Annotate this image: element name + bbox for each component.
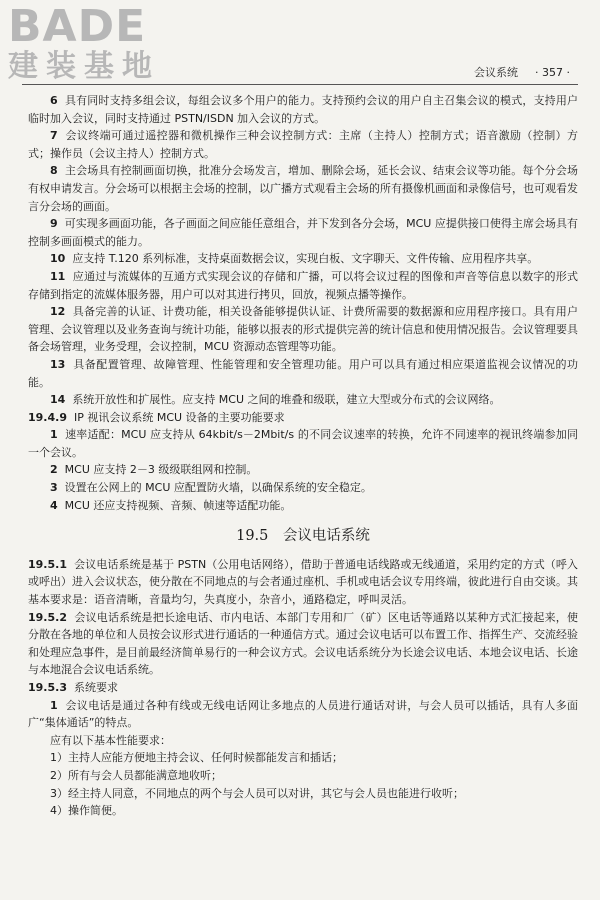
page-number: · 357 ·	[535, 66, 570, 79]
list-item: 8 主会场具有控制画面切换，批准分会场发言，增加、删除会场，延长会议、结束会议等功能。每个分会场有权申请发言。分会场可以根据主会场的控制，以广播方式观看主会场的所有摄像机画面和录像信号，也可观看发言分会场的画面。	[28, 164, 578, 213]
page-body	[28, 92, 578, 820]
list-item: 13 具备配置管理、故障管理、性能管理和安全管理功能。用户可以具有通过相应渠道监视会议情况的功能。	[28, 357, 579, 389]
list-item: 6 具有同时支持多组会议，每组会议多个用户的能力。支持预约会议的用户自主召集会议的模式，支持用户临时加入会议，同时支持通过 PSTN/ISDN 加入会议的方式。	[28, 94, 578, 125]
list-item: 7 会议终端可通过遥控器和微机操作三种会议控制方式：主席（主持人）控制方式；语音激励（控制）方式；操作员（会议主持人）控制方式。	[28, 129, 578, 160]
running-head	[474, 64, 570, 80]
logo-subtitle: 建装基地	[8, 49, 160, 84]
list-item: 11 应通过与流媒体的互通方式实现会议的存储和广播，可以将会议过程的图像和声音等信息以数字的形式存储到指定的流媒体服务器，用户可以对其进行拷贝，回放，视频点播等操作。	[28, 269, 579, 301]
subsection-heading: 19.4.9 IP 视讯会议系统 MCU 设备的主要功能要求	[28, 410, 285, 424]
list-item: 3）经主持人同意，不同地点的两个与会人员可以对讲，其它与会人员也能进行收听；	[50, 786, 464, 800]
list-item: 14 系统开放性和扩展性。应支持 MCU 之间的堆叠和级联，建立大型或分布式的会议网络。	[50, 393, 501, 407]
list-item: 4）操作简便。	[50, 804, 123, 818]
list-item: 4 MCU 还应支持视频、音频、帧速等适配功能。	[50, 498, 292, 512]
list-item: 1）主持人应能方便地主持会议、任何时候都能发言和插话；	[50, 751, 343, 765]
list-item: 2 MCU 应支持 2－3 级级联组网和控制。	[50, 463, 258, 477]
header-rule	[22, 84, 578, 85]
list-item: 1 速率适配：MCU 应支持从 64kbit/s－2Mbit/s 的不同会议速率的转换，允许不同速率的视讯终端参加同一个会议。	[28, 428, 578, 459]
paragraph: 19.5.1 会议电话系统是基于 PSTN（公用电话网络），借助于普通电话线路或无线通道，采用约定的方式（呼入或呼出）进入会议状态，使分散在不同地点的与会者通过座机、手机或电话会议专用终端，彼此进行自由交谈。其基本要求是：语音清晰，音量均匀，失真度小，杂音小，通路稳定，呼叫灵活。	[28, 557, 578, 607]
list-item: 1 会议电话是通过各种有线或无线电话网让多地点的人员进行通话对讲，与会人员可以插话，具有人多面广“集体通话”的特点。	[28, 698, 578, 730]
list-item: 2）所有与会人员都能满意地收听；	[50, 768, 222, 782]
list-item: 3 设置在公网上的 MCU 应配置防火墙，以确保系统的安全稳定。	[50, 481, 372, 495]
paragraph: 19.5.2 会议电话系统是把长途电话、市内电话、本部门专用和厂（矿）区电话等通路以某种方式汇接起来，使分散在各地的单位和人员按会议形式进行通话的一种通信方式。通过会议电话可以布置工作、指挥生产、交流经验和处理应急事件，是目前最经济简单易行的一种会议方式。会议电话系统分为长途会议电话、本地会议电话、长途与本地混合会议电话系统。	[28, 610, 578, 677]
section-title: 19.5 会议电话系统	[236, 528, 370, 545]
publisher-logo	[8, 1, 188, 84]
list-item: 9 可实现多画面功能，各子画面之间应能任意组合，并下发到各分会场，MCU 应提供接口使得主席会场具有控制多画面模式的能力。	[28, 217, 579, 248]
list-item: 10 应支持 T.120 系列标准，支持桌面数据会议，实现白板、文字聊天、文件传输、应用程序共享。	[50, 252, 539, 266]
subsection-heading: 19.5.3 系统要求	[28, 681, 118, 694]
paragraph: 应有以下基本性能要求：	[50, 733, 171, 747]
running-head-section: 会议系统	[474, 66, 519, 79]
logo-wordmark: BADE	[8, 1, 147, 52]
list-item: 12 具备完善的认证、计费功能，相关设备能够提供认证、计费所需要的数据源和应用程序接口。具有用户管理、会议管理以及业务查询与统计功能，能够以报表的形式提供完善的统计信息和使用情况报告。会议管理要具备会场管理，业务受理，会议控制，MCU 资源动态管理等功能。	[28, 305, 579, 354]
